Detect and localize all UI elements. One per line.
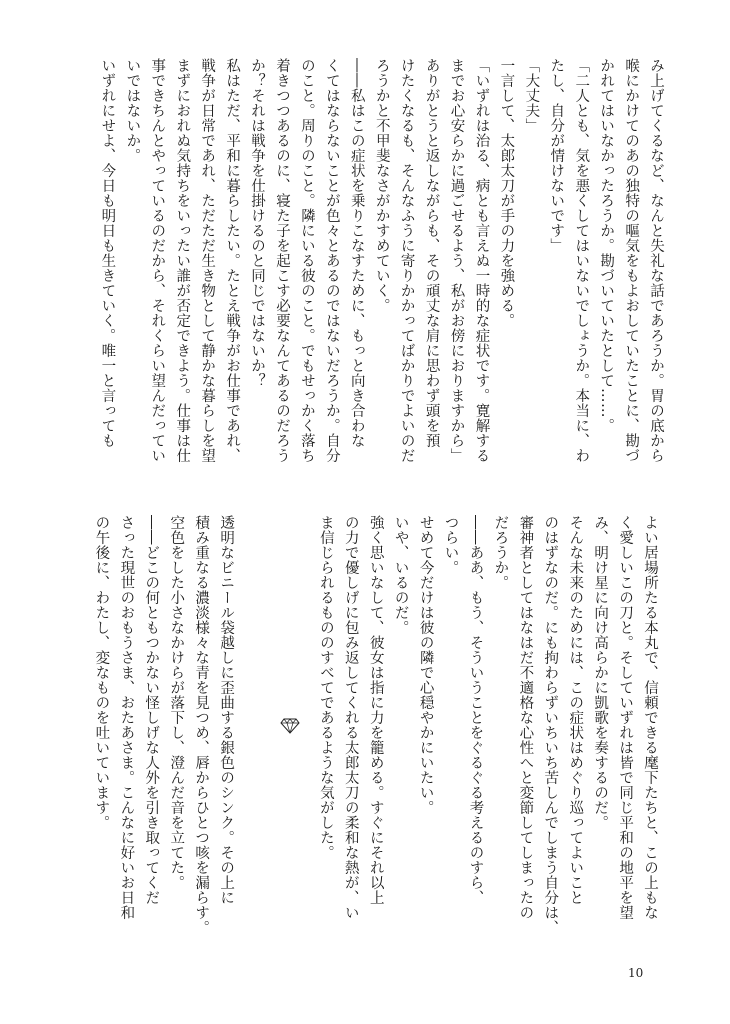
lower-line-12: 強く思いなして、彼女は指に力を籠める。すぐにそれ以上	[367, 515, 384, 905]
upper-line-6: 「大丈夫」	[523, 58, 540, 133]
upper-line-2: 喉にかけてのあの独特の嘔気をもよおしていたことに、勘づ	[623, 58, 640, 463]
lower-line-3: み、明け星に向け高らかに凱歌を奏するのだ。	[592, 515, 609, 830]
upper-line-17: か？それは戦争を仕掛けるのと同じではないか？	[249, 58, 265, 388]
page-number: 10	[628, 966, 644, 980]
lower-line-2: く愛しいこの刀と。そしていずれは皆で同じ平和の地平を望	[617, 515, 634, 920]
lower-line-11: いや、いるのだ。	[392, 515, 409, 635]
upper-line-16: 着きつつあるのに、寝た子を起こす必要なんてあるのだろう	[273, 58, 290, 463]
upper-line-8: 「いずれは治る、病とも言えぬ一時的な症状です。寛解する	[473, 58, 490, 463]
upper-line-12: ろうかと不甲斐なさがかすめていく。	[373, 58, 390, 313]
upper-line-21: 事できちんとやっているのだから、それくらい望んだってい	[149, 58, 166, 463]
upper-line-14: くてはならないことが色々とあるのではないだろうか。自分	[323, 58, 340, 463]
lower-text-block	[92, 515, 662, 945]
lower-line-1: よい居場所たる本丸で、信頼できる麾下たちと、この上もな	[642, 515, 658, 920]
lower-line-20: 空色をした小さなかけらが落下し、澄んだ音を立てた。	[168, 515, 185, 890]
lower-line-18: 透明なビニール袋越しに歪曲する銀色のシンク。その上に	[218, 515, 235, 905]
lower-line-6: 審神者としてはなはだ不適格な心性へと変節してしまったの	[517, 515, 534, 920]
upper-line-20: まずにおれぬ気持ちをいったい誰が否定できよう。仕事は仕	[174, 58, 191, 463]
lower-line-7: だろうか。	[492, 515, 509, 590]
lower-line-9: つらい。	[442, 515, 459, 575]
lower-line-13: の力で優しげに包み返してくれる太郎太刀の柔和な熱が、い	[342, 515, 359, 920]
upper-text-block	[99, 58, 668, 503]
lower-line-21: ――どこの何ともつかない怪しげな人外を引き取ってくだ	[143, 515, 160, 905]
lower-line-10: せめて今だけは彼の隣で心穏やかにいたい。	[417, 515, 434, 815]
upper-line-11: けたくなるも、そんなふうに寄りかかってばかりでよいのだ	[398, 58, 415, 463]
upper-line-19: 戦争が日常であれ、ただただ生き物として静かな暮らしを望	[199, 58, 216, 463]
lower-line-5: のはずなのだ。にも拘わらずいちいち苦しんでしまう自分は、	[542, 515, 559, 935]
upper-line-3: かれてはいなかったろうか。勘づいていたとして……。	[598, 58, 615, 433]
upper-line-18: 私はただ、平和に暮らしたい。たとえ戦争がお仕事であれ、	[224, 58, 241, 463]
upper-line-9: までお心安らかに過ごせるよう、私がお傍におりますから」	[448, 58, 465, 463]
lower-line-14: ま信じられるもののすべてであるような気がした。	[317, 515, 334, 860]
upper-line-1: み上げてくるなど、なんと失礼な話であろうか。胃の底から	[648, 58, 664, 463]
lower-line-8: ――ああ、もう、そういうことをぐるぐる考えるのすら、	[467, 515, 484, 905]
upper-line-10: ありがとうと返しながらも、その頑丈な肩に思わず頭を預	[423, 58, 440, 448]
upper-line-7: 一言して、太郎太刀が手の力を強める。	[498, 58, 515, 328]
lower-spacer-3	[238, 515, 263, 945]
upper-line-22: いではないか。	[124, 58, 141, 163]
upper-line-23: いずれにせよ、今日も明日も生きていく。唯一と言っても	[99, 58, 116, 448]
lower-line-23: の午後に、わたし、変なものを吐いています。	[93, 515, 110, 830]
upper-line-4: 「二人とも、気を悪くしてはいないでしょうか。本当に、わ	[573, 58, 590, 463]
upper-line-5: たし、自分が情けないです」	[548, 58, 565, 253]
lower-line-4: そんな未来のためには、この症状はめぐり巡ってよいこと	[567, 515, 584, 905]
lower-line-22: さった現世のおもうさま、おたあさま。こんなに好いお日和	[118, 515, 135, 920]
upper-line-13: ――私はこの症状を乗りこなすために、もっと向き合わな	[348, 58, 365, 448]
upper-line-15: のこと。周りのこと。隣にいる彼のこと。でもせっかく落ち	[298, 58, 315, 463]
gem-icon	[280, 718, 300, 734]
lower-line-19: 積み重なる濃淡様々な青を見つめ、唇からひとつ咳を漏らす。	[193, 515, 210, 935]
